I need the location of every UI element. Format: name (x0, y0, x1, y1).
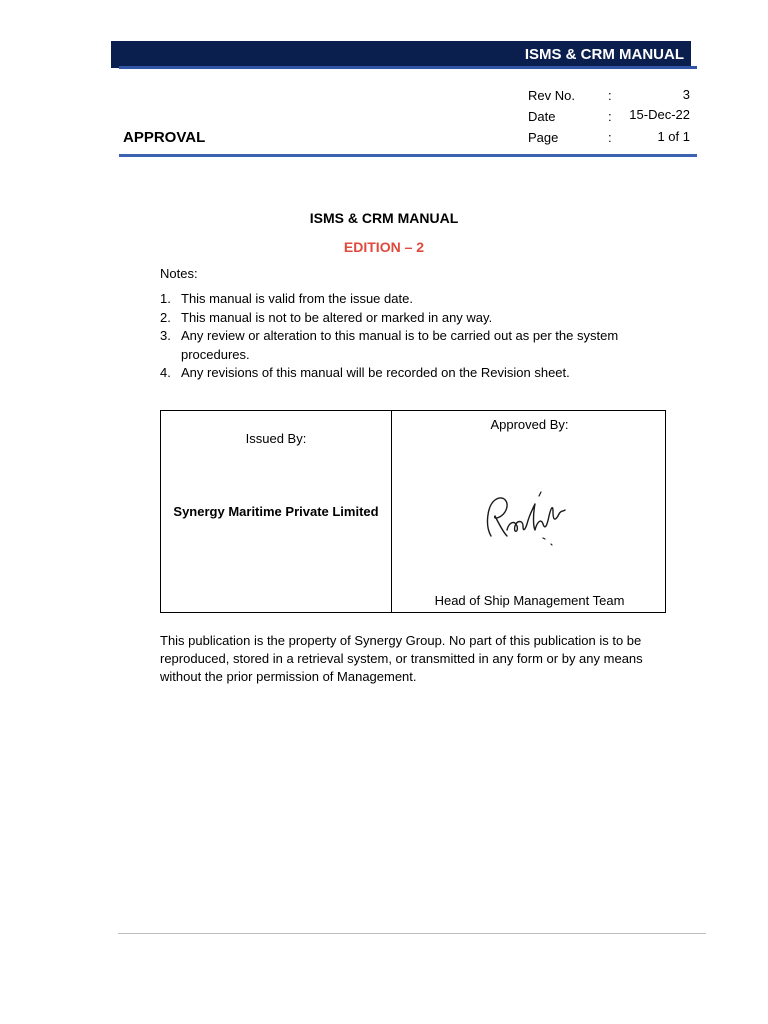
notes-label: Notes: (160, 266, 198, 281)
list-item (160, 327, 630, 364)
signoff-table (160, 410, 666, 613)
note-number: 3. (160, 328, 171, 343)
copyright-notice: This publication is the property of Synergy Group. No part of this publication is to be reproduced, stored in a retrieval system, or transmitted in any form or by any means without the prior permission of Management. (160, 633, 643, 684)
rev-no-separator: : (608, 88, 612, 103)
approved-by-label: Approved By: (490, 417, 569, 432)
notes-list (160, 290, 630, 383)
table-divider (391, 411, 392, 612)
date-value: 15-Dec-22 (629, 107, 690, 122)
header-title: ISMS & CRM MANUAL (524, 46, 684, 63)
issuer-name: Synergy Maritime Private Limited (173, 504, 379, 519)
edition-label: EDITION – 2 (343, 239, 425, 255)
header-accent-line (119, 66, 697, 69)
page-value: 1 of 1 (657, 129, 690, 144)
section-title: APPROVAL (123, 129, 206, 146)
header-rule (119, 154, 697, 157)
note-text: This manual is not to be altered or marked in any way. (181, 309, 493, 325)
list-item (160, 309, 630, 328)
rev-no-value: 3 (682, 87, 690, 102)
list-item (160, 290, 630, 309)
note-number: 1. (160, 291, 171, 306)
note-number: 4. (160, 365, 171, 380)
note-text: Any revisions of this manual will be recorded on the Revision sheet. (181, 365, 570, 380)
approver-title: Head of Ship Management Team (434, 593, 625, 608)
note-text: Any review or alteration to this manual is to be carried out as per the system procedures. (181, 328, 619, 362)
note-number: 2. (160, 309, 171, 325)
note-text: This manual is valid from the issue date. (181, 291, 413, 306)
page-separator: : (608, 130, 612, 145)
signature-image (481, 486, 571, 556)
page-label: Page (528, 130, 559, 145)
date-label: Date (528, 109, 556, 124)
rev-no-label: Rev No. (528, 88, 575, 103)
footer-rule (118, 933, 706, 934)
date-separator: : (608, 109, 612, 124)
list-item (160, 364, 630, 383)
issued-by-label: Issued By: (245, 431, 307, 446)
document-title: ISMS & CRM MANUAL (309, 210, 459, 226)
